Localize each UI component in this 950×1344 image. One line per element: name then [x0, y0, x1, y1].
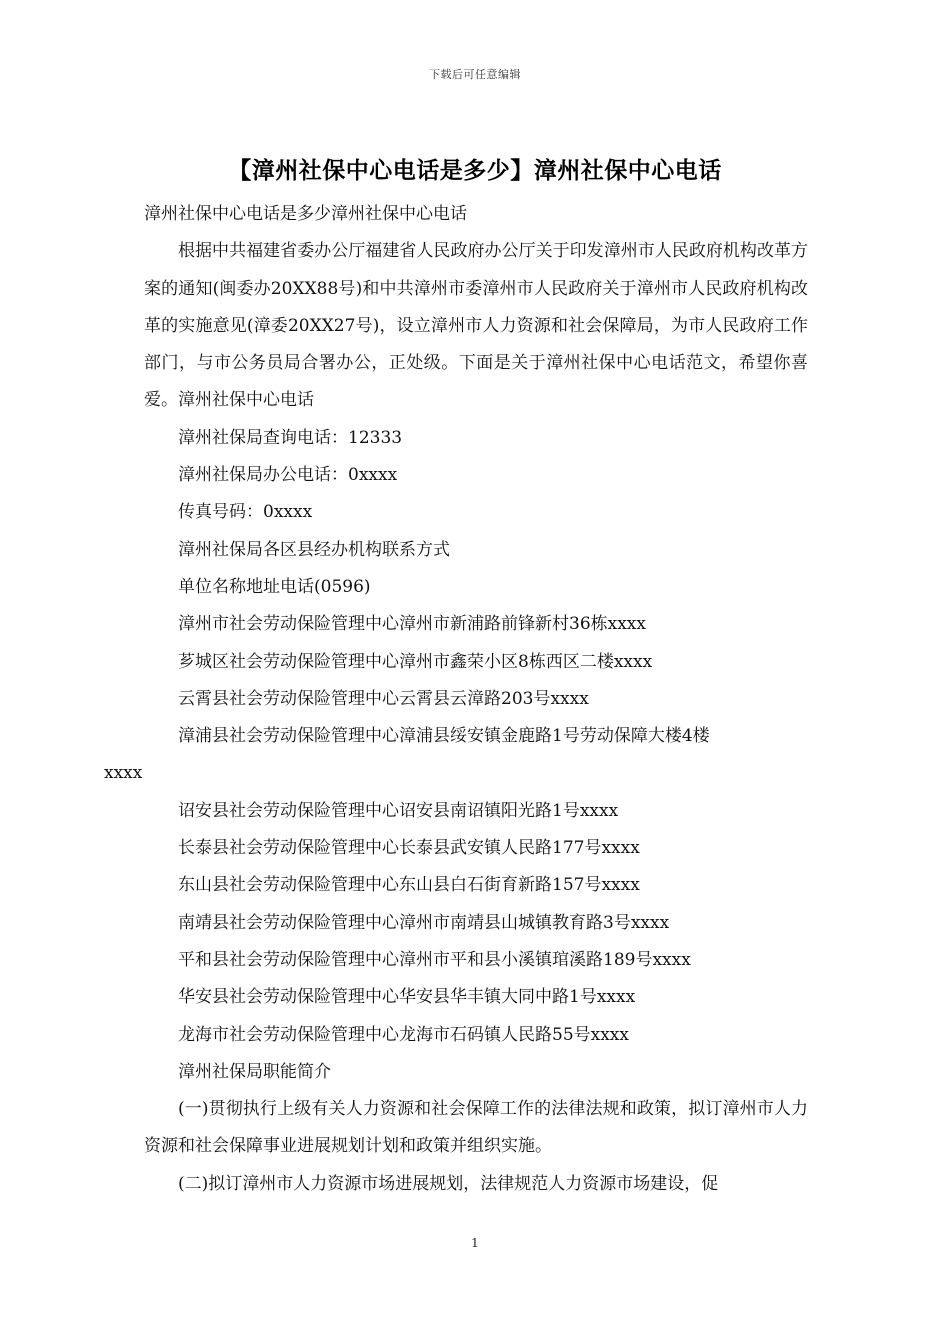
branch-line: 芗城区社会劳动保险管理中心漳州市鑫荣小区8栋西区二楼xxxx: [178, 651, 653, 672]
office-phone-line: 漳州社保局办公电话：0xxxx: [178, 465, 398, 486]
fax-line: 传真号码：0xxxx: [178, 502, 313, 523]
intro-paragraph: 根据中共福建省委办公厅福建省人民政府办公厅关于印发漳州市人民政府机构改革方案的通知(闽委办20XX88号)和中共漳州市委漳州市人民政府关于漳州市人民政府机构改革的实施意见(漳委20XX27号)，设立漳州市人力资源和社会保障局，为市人民政府工作部门，与市公务员局合署办公，正处级。下面是关于漳州社保中心电话范文，希望你喜爱。漳州社保中心电话: [144, 241, 808, 411]
branch-line: 东山县社会劳动保险管理中心东山县白石街育新路157号xxxx: [178, 875, 640, 896]
branch-line: 平和县社会劳动保险管理中心漳州市平和县小溪镇琯溪路189号xxxx: [178, 949, 691, 970]
branch-line: 南靖县社会劳动保险管理中心漳州市南靖县山城镇教育路3号xxxx: [178, 912, 670, 933]
functions-heading: 漳州社保局职能简介: [178, 1061, 331, 1082]
branch-line: 漳州市社会劳动保险管理中心漳州市新浦路前锋新村36栋xxxx: [178, 614, 646, 635]
query-phone-line: 漳州社保局查询电话：12333: [178, 427, 403, 448]
function-paragraph: (二)拟订漳州市人力资源市场进展规划，法律规范人力资源市场建设，促: [178, 1173, 719, 1194]
document-title: 【漳州社保中心电话是多少】漳州社保中心电话: [228, 158, 722, 184]
branch-line: 云霄县社会劳动保险管理中心云霄县云漳路203号xxxx: [178, 688, 589, 709]
branch-line: 华安县社会劳动保险管理中心华安县华丰镇大同中路1号xxxx: [178, 987, 636, 1008]
branch-line: 龙海市社会劳动保险管理中心龙海市石码镇人民路55号xxxx: [178, 1024, 629, 1045]
branch-line-wrapped: [104, 718, 808, 793]
function-paragraph: (一)贯彻执行上级有关人力资源和社会保障工作的法律法规和政策，拟订漳州市人力资源和社会保障事业进展规划计划和政策并组织实施。: [144, 1099, 808, 1157]
columns-line: 单位名称地址电话(0596): [178, 576, 371, 597]
branches-heading: 漳州社保局各区县经办机构联系方式: [178, 539, 450, 560]
branch-line-tail: xxxx: [104, 763, 143, 784]
document-body: [104, 196, 808, 1203]
subtitle-line: 漳州社保中心电话是多少漳州社保中心电话: [144, 204, 467, 224]
page-number: 1: [471, 1236, 479, 1250]
branch-line: 长泰县社会劳动保险管理中心长泰县武安镇人民路177号xxxx: [178, 838, 640, 859]
branch-line-main: 漳浦县社会劳动保险管理中心漳浦县绥安镇金鹿路1号劳动保障大楼4楼: [178, 726, 710, 747]
header-note: 下载后可任意编辑: [429, 68, 521, 81]
branch-line: 诏安县社会劳动保险管理中心诏安县南诏镇阳光路1号xxxx: [178, 800, 619, 821]
